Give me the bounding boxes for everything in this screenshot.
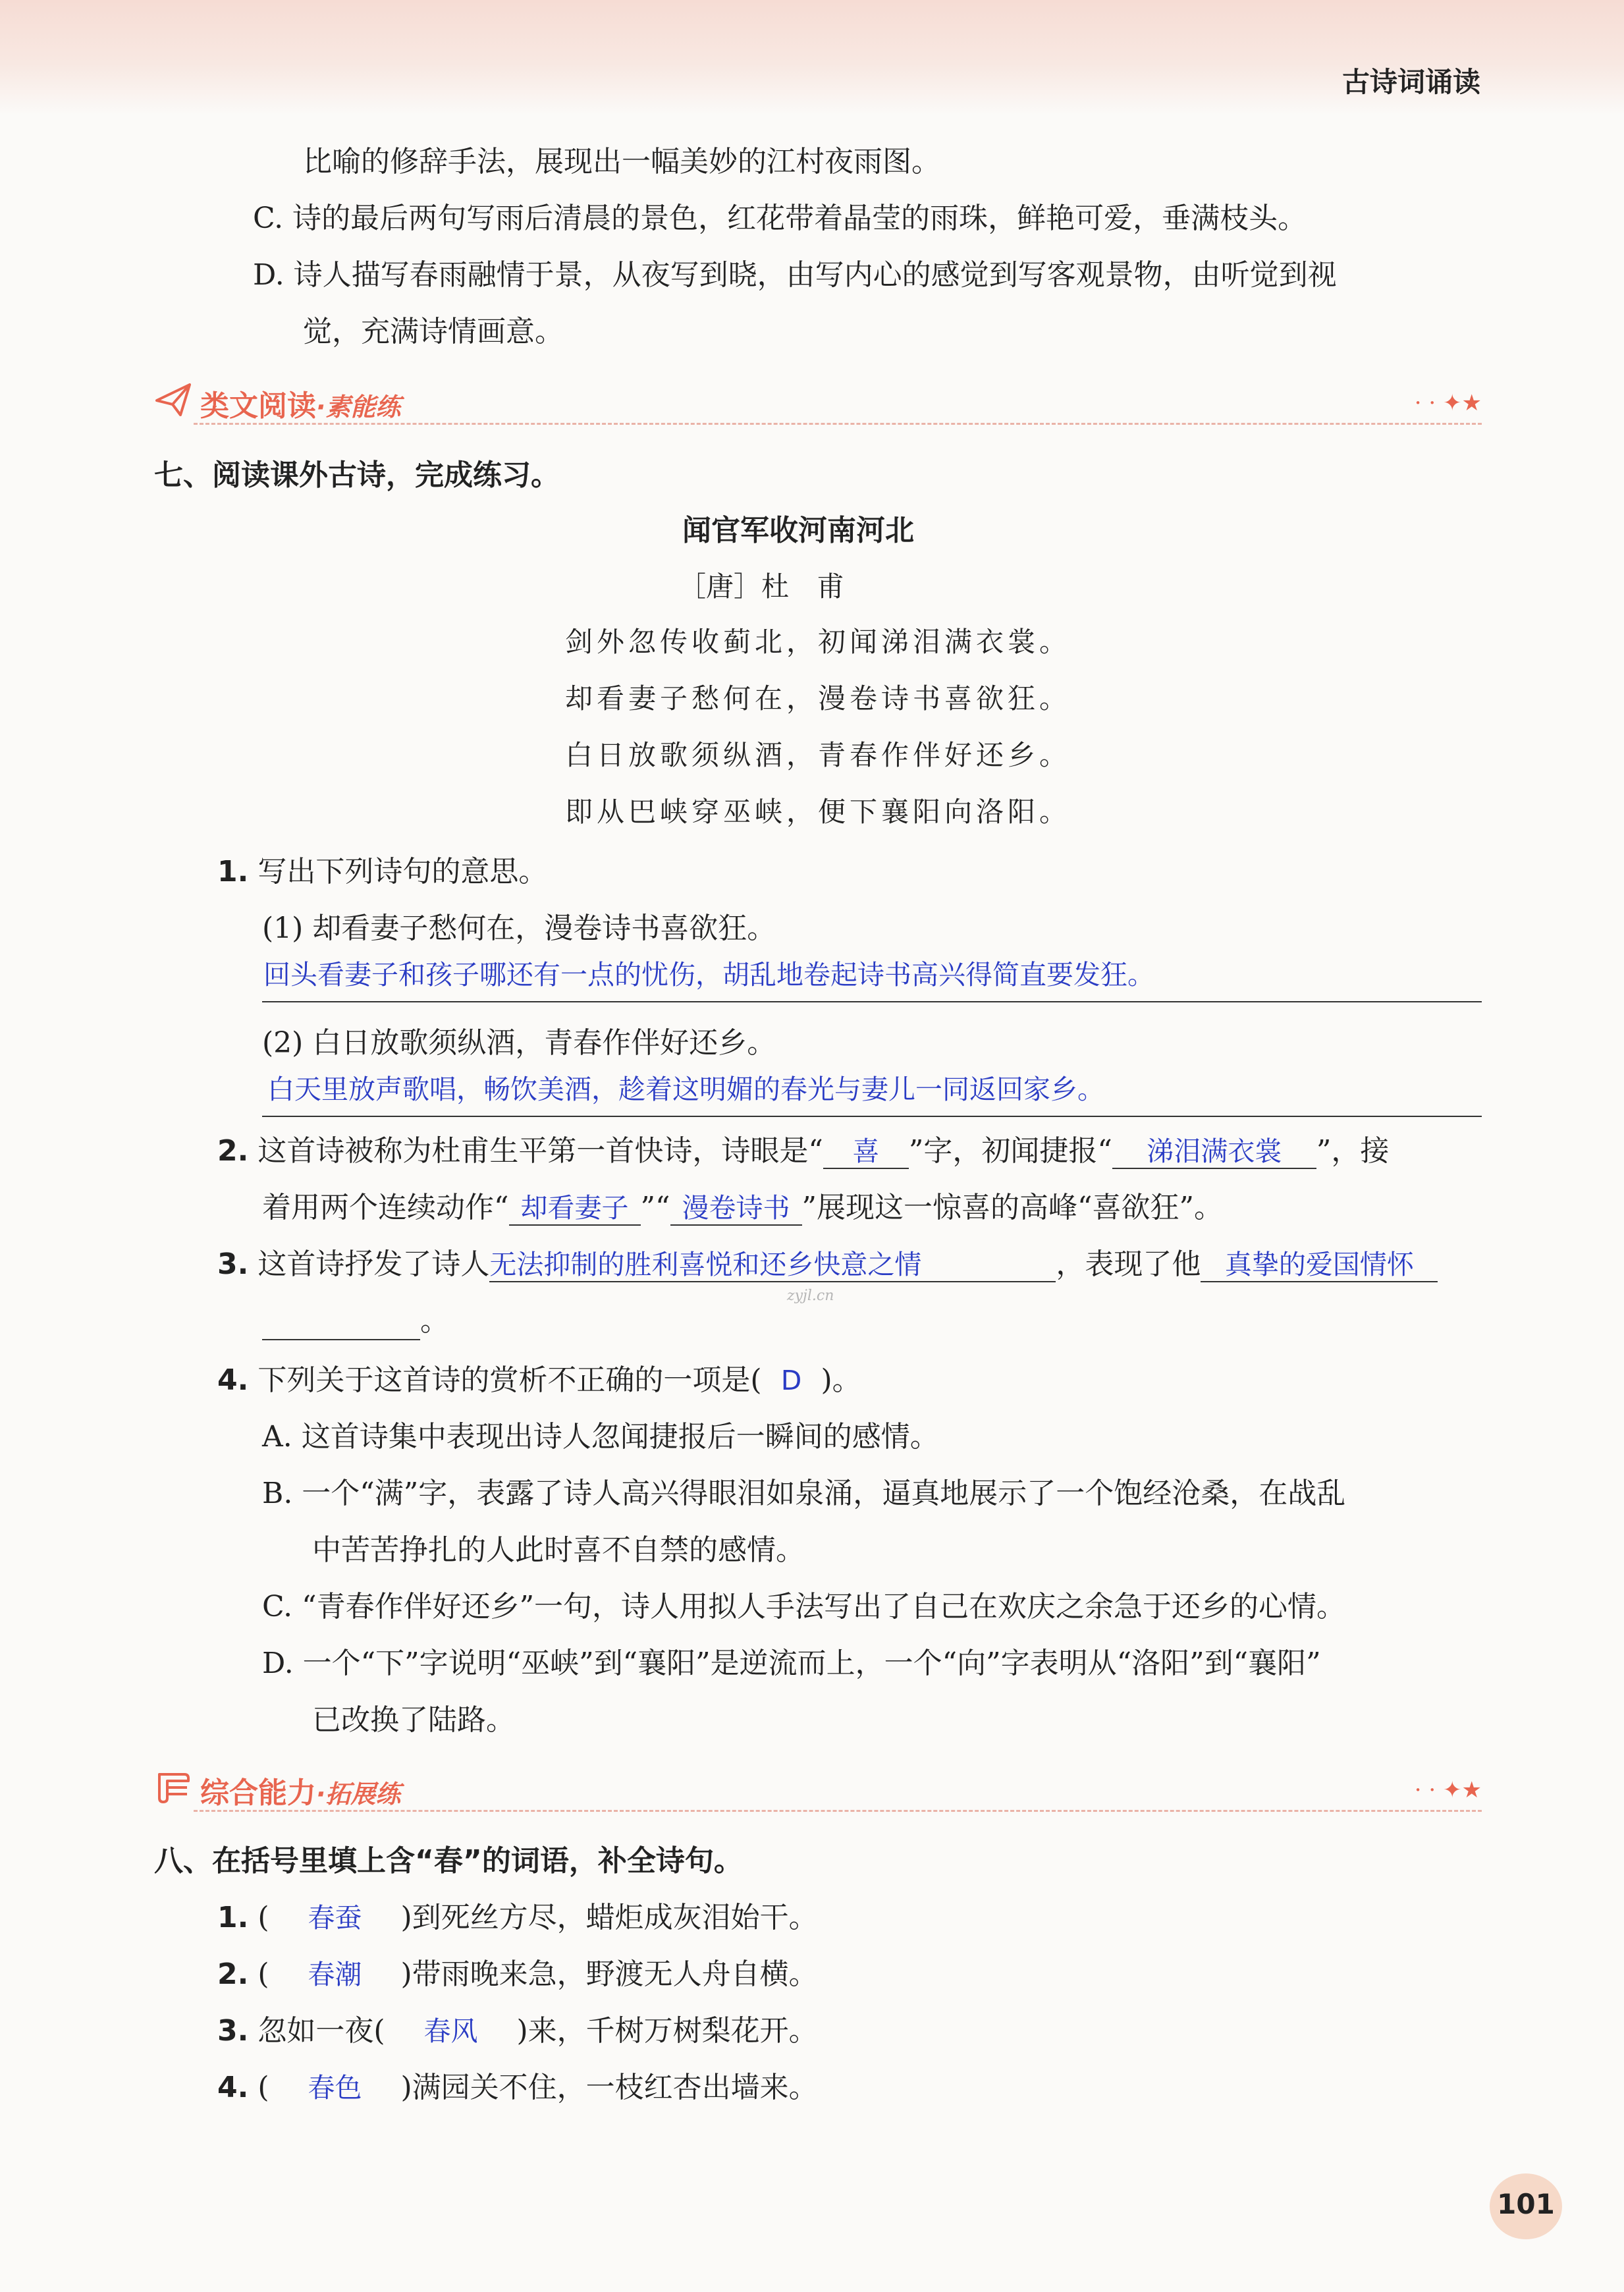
prev-option-d-line1: D. 诗人描写春雨融情于景，从夜写到晓，由写内心的感觉到写客观景物，由听觉到视: [253, 258, 1337, 292]
sub3-text-2: ，表现了他: [1056, 1247, 1201, 1281]
sub4-text-2: )。: [821, 1363, 861, 1397]
sub2-answer-3[interactable]: 却看妻子: [509, 1192, 641, 1226]
q8-item-pre: (: [257, 2071, 269, 2104]
stars-icon-2: · · ✦★: [1414, 1777, 1482, 1803]
q8-item-answer[interactable]: 春风: [423, 2015, 478, 2047]
section-bar-extension: [154, 1765, 1482, 1813]
sub3-answer-1[interactable]: 无法抑制的胜利喜悦和还乡快意之情: [489, 1249, 1056, 1282]
prev-option-c: C. 诗的最后两句写雨后清晨的景色，红花带着晶莹的雨珠，鲜艳可爱，垂满枝头。: [253, 202, 1307, 235]
header-title: 古诗词诵读: [1341, 66, 1480, 98]
prev-line-1: 比喻的修辞手法，展现出一幅美妙的江村夜雨图。: [303, 145, 940, 178]
sub3-number: 3.: [217, 1247, 249, 1281]
sub3-line2: [262, 1304, 449, 1340]
section-bar-reading: [154, 378, 1482, 425]
q8-heading: 八、在括号里填上含“春”的词语，补全诗句。: [154, 1844, 743, 1878]
sub1-text: 写出下列诗句的意思。: [257, 855, 548, 888]
q8-item-number: 1.: [217, 1901, 249, 1934]
poem-line-1: 剑外忽传收蓟北，初闻涕泪满衣裳。: [565, 626, 1071, 658]
q8-item-pre: 忽如一夜(: [257, 2014, 385, 2048]
sub2-answer-1[interactable]: 喜: [823, 1135, 909, 1169]
poem-line-2: 却看妻子愁何在，漫卷诗书喜欲狂。: [565, 682, 1071, 715]
q8-item-1: [217, 1901, 818, 1936]
q7-option-d-line1: D. 一个“下”字说明“巫峡”到“襄阳”是逆流而上，一个“向”字表明从“洛阳”到“襄阳”: [262, 1647, 1321, 1680]
q8-item-4: [217, 2071, 818, 2106]
q8-item-pre: (: [257, 1901, 269, 1934]
paper-plane-icon: [154, 381, 192, 419]
stars-icon: · · ✦★: [1414, 390, 1482, 416]
sub3-blank[interactable]: [262, 1304, 420, 1340]
scroll-icon: [154, 1768, 192, 1806]
poem-author: ［唐］杜 甫: [678, 570, 845, 603]
sub1-label: [217, 855, 547, 890]
sub1b-prompt: (2) 白日放歌须纵酒，青春作伴好还乡。: [262, 1026, 776, 1060]
q8-item-answer[interactable]: 春蚕: [308, 1902, 362, 1934]
q7-option-b-line1: B. 一个“满”字，表露了诗人高兴得眼泪如泉涌，逼真地展示了一个饱经沧桑，在战乱: [262, 1477, 1346, 1510]
section-title-extension-main: 综合能力: [200, 1776, 316, 1810]
watermark: zyjl.cn: [787, 1288, 834, 1304]
sub4-line: [217, 1363, 861, 1398]
q8-item-number: 3.: [217, 2014, 249, 2048]
sub1a-answer[interactable]: 回头看妻子和孩子哪还有一点的忧伤，胡乱地卷起诗书高兴得简直要发狂。: [263, 959, 1154, 991]
q7-option-c: C. “青春作伴好还乡”一句，诗人用拟人手法写出了自己在欢庆之余急于还乡的心情。: [262, 1590, 1346, 1624]
q8-item-3: [217, 2014, 818, 2049]
q7-heading: 七、阅读课外古诗，完成练习。: [154, 458, 560, 492]
section-subtitle-reading: ·素能练: [316, 393, 401, 422]
sub2-text-5: ”“: [640, 1191, 670, 1224]
q8-item-2: [217, 1957, 818, 1992]
q8-item-number: 4.: [217, 2071, 249, 2104]
sub2-text-1: 这首诗被称为杜甫生平第一首快诗，诗眼是“: [257, 1134, 823, 1168]
sub4-text-1: 下列关于这首诗的赏析不正确的一项是(: [257, 1363, 762, 1397]
q8-item-post: )带雨晚来急，野渡无人舟自横。: [400, 1957, 818, 1991]
q7-option-a: A. 这首诗集中表现出诗人忽闻捷报后一瞬间的感情。: [262, 1420, 939, 1454]
section-rule-2: [194, 1810, 1482, 1812]
sub4-number: 4.: [217, 1363, 249, 1397]
sub2-number: 2.: [217, 1134, 249, 1168]
q8-item-answer[interactable]: 春色: [308, 2072, 362, 2104]
sub2-answer-4[interactable]: 漫卷诗书: [670, 1192, 802, 1226]
sub2-text-6: ”展现这一惊喜的高峰“喜欲狂”。: [801, 1191, 1223, 1224]
q8-item-answer[interactable]: 春潮: [308, 1959, 362, 1990]
sub2-text-2: ”字，初闻捷报“: [908, 1134, 1112, 1168]
sub2-line2: [262, 1191, 1223, 1226]
sub1-number: 1.: [217, 855, 249, 888]
answer-line-1: [262, 1001, 1482, 1002]
section-rule: [194, 423, 1482, 425]
section-title-extension: [200, 1769, 400, 1811]
sub2-text-4: 着用两个连续动作“: [262, 1191, 509, 1224]
section-title-reading: [200, 382, 400, 424]
sub1b-answer[interactable]: 白天里放声歌唱，畅饮美酒，趁着这明媚的春光与妻儿一同返回家乡。: [267, 1074, 1104, 1105]
poem-line-3: 白日放歌须纵酒，青春作伴好还乡。: [565, 739, 1071, 771]
sub3-text-3: 。: [420, 1304, 449, 1338]
q8-item-post: )到死丝方尽，蜡炬成灰泪始干。: [400, 1901, 818, 1934]
sub3-line1: [217, 1247, 1438, 1282]
section-title-reading-main: 类文阅读: [200, 389, 316, 423]
page-number: 101: [1497, 2188, 1555, 2220]
sub2-text-3: ”，接: [1316, 1134, 1390, 1168]
q8-item-post: )来，千树万树梨花开。: [516, 2014, 818, 2048]
sub1a-prompt: (1) 却看妻子愁何在，漫卷诗书喜欲狂。: [262, 912, 776, 945]
sub3-text-1: 这首诗抒发了诗人: [257, 1247, 490, 1281]
sub2-answer-2[interactable]: 涕泪满衣裳: [1112, 1135, 1316, 1169]
poem-line-4: 即从巴峡穿巫峡，便下襄阳向洛阳。: [565, 796, 1071, 828]
q7-option-b-line2: 中苦苦挣扎的人此时喜不自禁的感情。: [312, 1533, 805, 1567]
prev-option-d-line2: 觉，充满诗情画意。: [303, 315, 564, 348]
q8-item-number: 2.: [217, 1957, 249, 1991]
sub2-line1: [217, 1134, 1389, 1169]
q8-item-pre: (: [257, 1957, 269, 1991]
q8-item-post: )满园关不住，一枝红杏出墙来。: [400, 2071, 818, 2104]
sub3-answer-2[interactable]: 真挚的爱国情怀: [1201, 1249, 1438, 1282]
sub4-answer[interactable]: D: [780, 1365, 802, 1396]
q7-option-d-line2: 已改换了陆路。: [312, 1703, 515, 1737]
answer-line-2: [262, 1116, 1482, 1117]
section-subtitle-extension: ·拓展练: [316, 1780, 401, 1809]
poem-title: 闻官军收河南河北: [682, 514, 914, 547]
